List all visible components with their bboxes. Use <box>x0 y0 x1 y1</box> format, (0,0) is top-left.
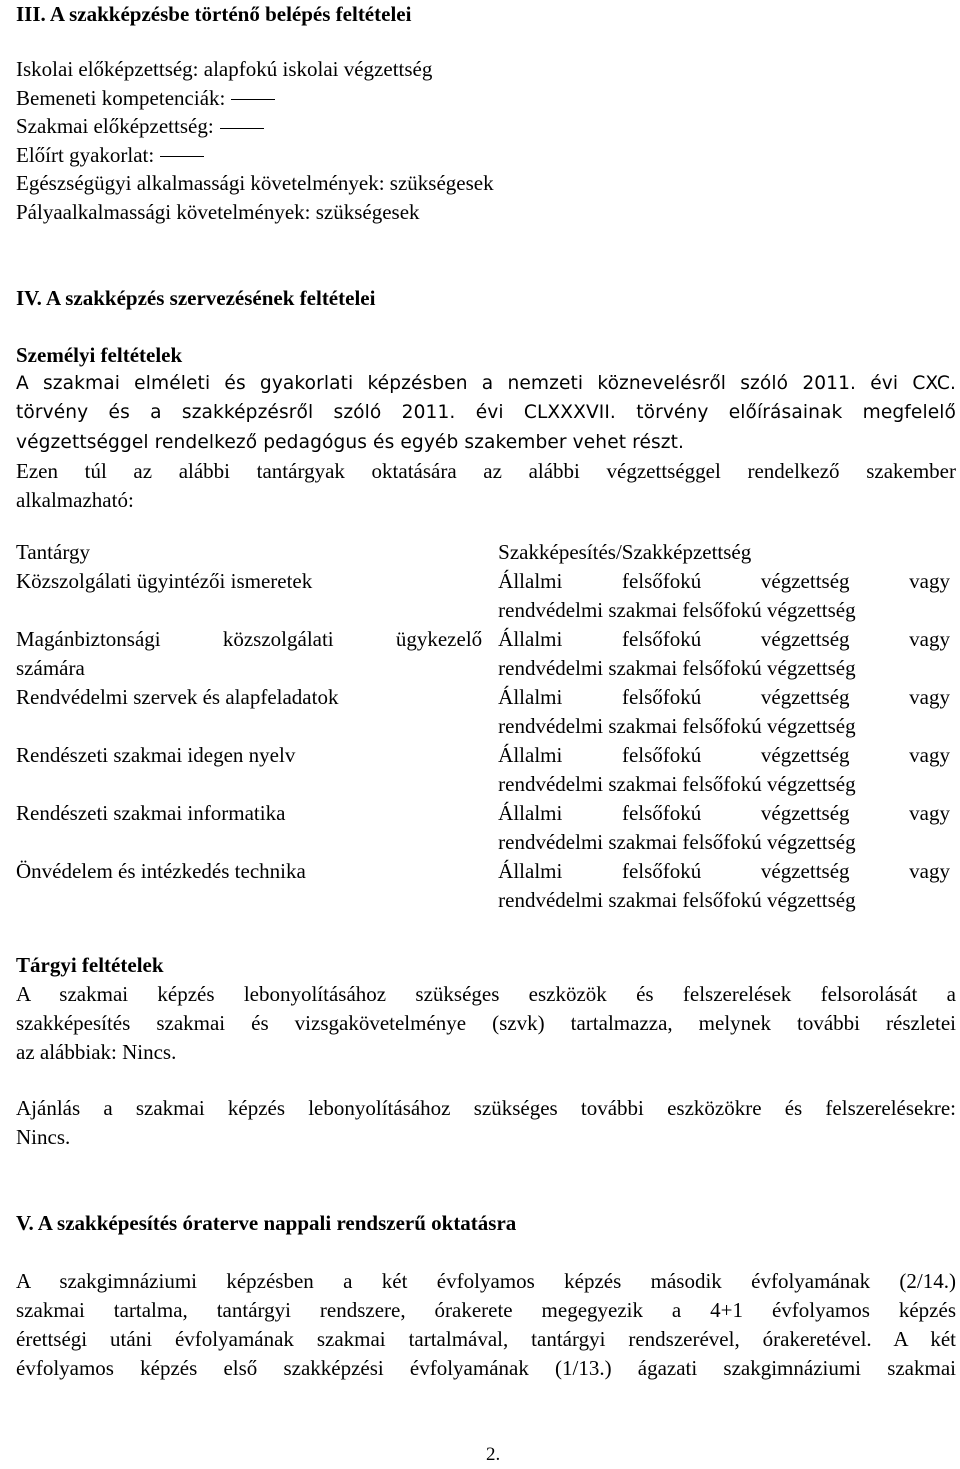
requirement-label: Szakmai előképzettség: <box>16 114 214 139</box>
section-3-title: III. A szakképzésbe történő belépés feltételei <box>16 2 412 26</box>
text-line: A szakgimnáziumi képzésben a két évfolyamos képzés második évfolyamának (2/14.) <box>16 1269 956 1293</box>
subject-line: Rendészeti szakmai informatika <box>16 801 286 825</box>
requirement-item <box>16 198 494 227</box>
subject-line: számára <box>16 656 85 680</box>
qualification-line: Állalmi felsőfokú végzettség vagy <box>498 859 950 883</box>
qualification-cell <box>490 567 958 625</box>
text-line: A szakmai elméleti és gyakorlati képzésben a nemzeti köznevelésről szóló 2011. évi CXC. <box>16 373 956 394</box>
material-conditions-text <box>16 980 956 1067</box>
dash-mark <box>220 128 264 129</box>
dash-mark <box>160 156 204 157</box>
subject-cell <box>8 857 490 915</box>
requirement-item <box>16 112 494 141</box>
personal-conditions-title: Személyi feltételek <box>16 343 183 367</box>
qualification-cell <box>490 683 958 741</box>
qualification-cell <box>490 741 958 799</box>
text-line: végzettséggel rendelkező pedagógus és egyéb szakember vehet részt. <box>16 431 685 453</box>
table-row <box>8 857 958 915</box>
recommendation-text <box>16 1094 956 1152</box>
qualification-cell <box>490 857 958 915</box>
requirement-item <box>16 169 494 198</box>
requirement-label: Iskolai előképzettség: alapfokú iskolai végzettség <box>16 57 433 81</box>
text-line: törvény és a szakképzésről szóló 2011. évi CLXXXVII. törvény előírásainak megfelelő <box>16 402 956 424</box>
requirement-label: Pályaalkalmassági követelmények: szükségesek <box>16 199 420 224</box>
requirement-label: Egészségügyi alkalmassági követelmények: szükségesek <box>16 171 494 196</box>
subject-cell <box>8 683 490 741</box>
subject-line: Rendvédelmi szervek és alapfeladatok <box>16 685 339 709</box>
text-line: az alábbiak: Nincs. <box>16 1040 177 1064</box>
qualification-cell <box>490 625 958 683</box>
subject-line: Közszolgálati ügyintézői ismeretek <box>16 569 313 593</box>
table-row <box>8 741 958 799</box>
text-line: érettségi utáni évfolyamának szakmai tartalmával, tantárgyi rendszerével, órakeretével. A két <box>16 1327 956 1351</box>
qualification-line: Állalmi felsőfokú végzettség vagy <box>498 685 950 709</box>
subject-cell <box>8 799 490 857</box>
qualification-line: rendvédelmi szakmai felsőfokú végzettség <box>498 888 856 912</box>
requirement-label: Bemeneti kompetenciák: <box>16 85 226 110</box>
qualification-line: rendvédelmi szakmai felsőfokú végzettség <box>498 598 856 622</box>
qualification-line: rendvédelmi szakmai felsőfokú végzettség <box>498 656 856 680</box>
additional-staff-text <box>16 457 956 515</box>
requirement-item <box>16 141 494 170</box>
qualification-line: Állalmi felsőfokú végzettség vagy <box>498 569 950 593</box>
table-row <box>8 625 958 683</box>
text-line: szakmai tartalma, tantárgyi rendszere, órakerete megegyezik a 4+1 évfolyamos képzés <box>16 1298 956 1322</box>
qualification-line: Állalmi felsőfokú végzettség vagy <box>498 743 950 767</box>
subject-cell <box>8 625 490 683</box>
text-line: alkalmazható: <box>16 488 134 512</box>
entry-requirements-list <box>16 55 494 227</box>
qualification-line: rendvédelmi szakmai felsőfokú végzettség <box>498 830 856 854</box>
text-line: A szakmai képzés lebonyolításához szükséges eszközök és felszerelések felsorolását a <box>16 982 956 1006</box>
table-header-row <box>8 538 958 567</box>
personal-conditions-text <box>16 369 956 457</box>
text-line: Ezen túl az alábbi tantárgyak oktatására az alábbi végzettséggel rendelkező szakember <box>16 459 956 483</box>
qualification-line: Állalmi felsőfokú végzettség vagy <box>498 627 950 651</box>
material-conditions-title: Tárgyi feltételek <box>16 953 164 977</box>
dash-mark <box>231 99 275 100</box>
requirement-item <box>16 55 494 84</box>
qualification-cell <box>490 799 958 857</box>
header-subject: Tantárgy <box>16 540 90 564</box>
header-qualification: Szakképesítés/Szakképzettség <box>498 540 752 564</box>
section-4-title: IV. A szakképzés szervezésének feltételei <box>16 286 376 310</box>
text-line: évfolyamos képzés első szakképzési évfolyamának (1/13.) ágazati szakgimnáziumi szakmai <box>16 1356 956 1380</box>
table-row <box>8 683 958 741</box>
subject-line: Rendészeti szakmai idegen nyelv <box>16 743 296 767</box>
requirement-label: Előírt gyakorlat: <box>16 142 155 167</box>
qualification-line: rendvédelmi szakmai felsőfokú végzettség <box>498 714 856 738</box>
qualification-line: rendvédelmi szakmai felsőfokú végzettség <box>498 772 856 796</box>
subject-qualification-table <box>8 538 958 915</box>
subject-cell <box>8 741 490 799</box>
subject-cell <box>8 567 490 625</box>
page-number: 2. <box>486 1444 501 1465</box>
section-5-text <box>16 1267 956 1383</box>
requirement-item <box>16 84 494 113</box>
text-line: szakképesítés szakmai és vizsgakövetelménye (szvk) tartalmazza, melynek további részletei <box>16 1011 956 1035</box>
section-5-title: V. A szakképesítés óraterve nappali rendszerű oktatásra <box>16 1211 517 1235</box>
table-row <box>8 567 958 625</box>
qualification-line: Állalmi felsőfokú végzettség vagy <box>498 801 950 825</box>
text-line: Nincs. <box>16 1125 71 1149</box>
text-line: Ajánlás a szakmai képzés lebonyolításához szükséges további eszközökre és felszerelésekre: <box>16 1096 956 1120</box>
table-row <box>8 799 958 857</box>
subject-line: Önvédelem és intézkedés technika <box>16 859 306 883</box>
subject-line: Magánbiztonsági közszolgálati ügykezelő <box>16 627 483 651</box>
